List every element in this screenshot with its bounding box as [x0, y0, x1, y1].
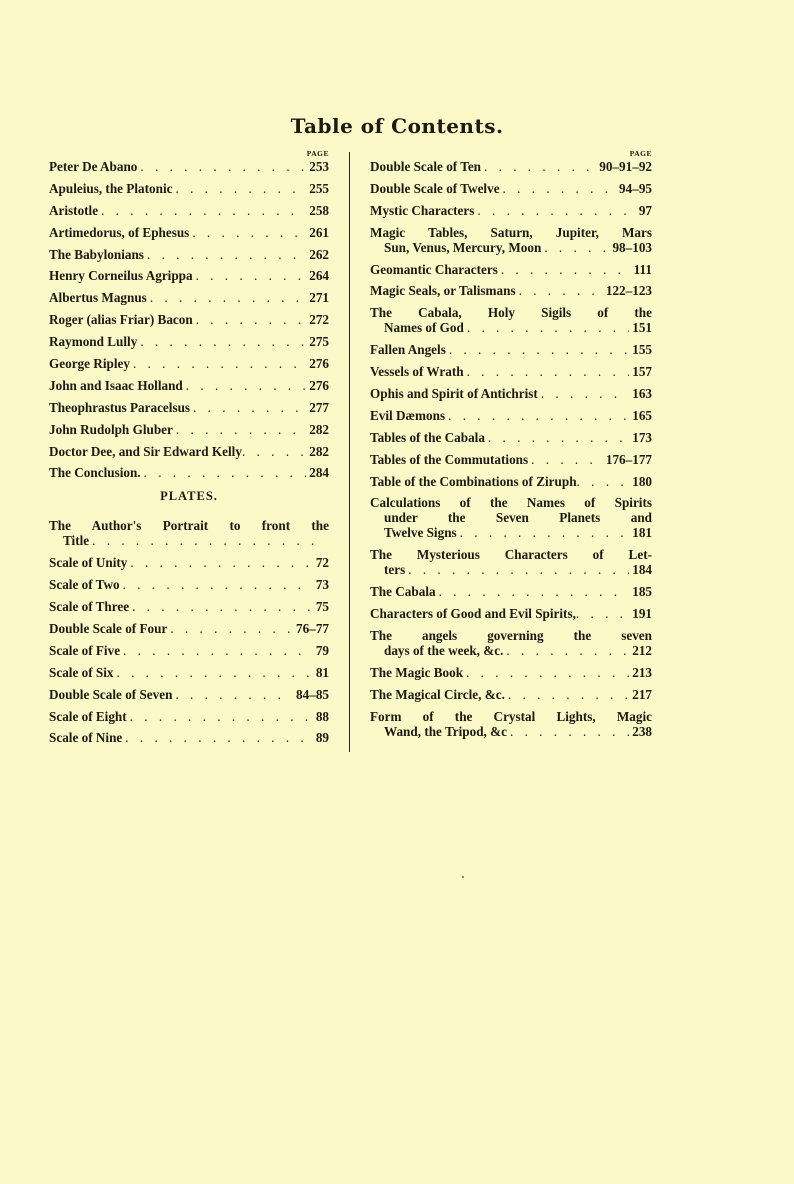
entry-page: 176–177	[605, 451, 652, 467]
toc-entry[interactable]	[370, 262, 652, 277]
toc-entry[interactable]	[49, 577, 329, 592]
plates-heading: PLATES.	[160, 489, 218, 504]
toc-entry[interactable]	[49, 709, 329, 724]
page-title: Table of Contents.	[290, 114, 504, 138]
entry-title: Scale of Nine	[49, 730, 123, 746]
entry-title: The Magic Book	[370, 664, 464, 680]
entry-title: Scale of Five	[49, 642, 121, 658]
entry-page: 84–85	[296, 686, 329, 702]
entry-page: 261	[309, 224, 329, 240]
entry-title: Double Scale of Twelve	[370, 180, 500, 196]
entry-page: 163	[632, 386, 652, 402]
entry-title-continuation: ters	[384, 562, 406, 578]
toc-entry[interactable]	[49, 665, 329, 680]
entry-page: 155	[632, 342, 652, 358]
toc-entry[interactable]	[370, 203, 652, 218]
entry-title: Scale of Two	[49, 577, 120, 593]
toc-entry[interactable]	[370, 584, 652, 599]
entry-page: 284	[309, 465, 329, 481]
toc-entry[interactable]	[370, 181, 652, 196]
entry-page: 89	[315, 730, 329, 746]
entry-title: Peter De Abano	[49, 159, 138, 174]
entry-page: 217	[632, 686, 652, 702]
toc-entry[interactable]	[49, 643, 329, 658]
entry-page: 81	[315, 664, 329, 680]
toc-entry[interactable]	[49, 247, 329, 262]
toc-entry[interactable]	[370, 495, 652, 540]
entry-title: Scale of Unity	[49, 555, 128, 571]
entry-page: 181	[632, 525, 652, 541]
entry-title: Scale of Eight	[49, 708, 127, 724]
entry-title-line: The Author's Portrait to front the	[49, 518, 329, 534]
entry-page: 272	[309, 312, 329, 328]
entry-page: 264	[309, 268, 329, 284]
page-speck	[462, 876, 464, 878]
entry-title: The Magical Circle, &c.	[370, 686, 505, 702]
entry-title: George Ripley	[49, 356, 130, 372]
entry-title: Roger (alias Friar) Bacon	[49, 312, 193, 328]
entry-page: 73	[315, 577, 329, 593]
entry-title: Tables of the Commutations	[370, 451, 529, 467]
entry-page: 212	[632, 643, 652, 659]
entry-page: 98–103	[612, 239, 652, 255]
entry-title: Doctor Dee, and Sir Edward Kelly	[49, 443, 242, 459]
entry-title: Theophrastus Paracelsus	[49, 399, 191, 415]
toc-entry[interactable]	[49, 312, 329, 327]
entry-title-continuation: Names of God	[384, 320, 464, 336]
entry-title: Albertus Magnus	[49, 290, 147, 306]
toc-entry[interactable]	[49, 400, 329, 415]
toc-entry[interactable]	[49, 181, 329, 196]
entry-page: 282	[309, 421, 329, 437]
page-column-label: PAGE	[306, 149, 329, 158]
toc-entry[interactable]	[370, 709, 652, 739]
entry-title: Evil Dæmons	[370, 407, 446, 423]
toc-entry[interactable]	[370, 665, 652, 680]
left-column	[49, 149, 329, 752]
toc-entry[interactable]	[49, 225, 329, 240]
toc-entry[interactable]	[370, 628, 652, 658]
toc-entry[interactable]	[370, 687, 652, 702]
toc-entry[interactable]	[49, 378, 329, 393]
entry-title: Artimedorus, of Ephesus	[49, 224, 190, 240]
entry-title-line: The Mysterious Characters of Let-	[370, 547, 652, 563]
toc-entry[interactable]	[49, 334, 329, 349]
entry-page: 262	[309, 246, 329, 262]
entry-title-line: The angels governing the seven	[370, 628, 652, 644]
entry-page: 271	[309, 290, 329, 306]
entry-page: 76–77	[296, 621, 329, 637]
toc-entry[interactable]	[49, 203, 329, 218]
entry-title: The Babylonians	[49, 246, 144, 262]
entry-page: 79	[315, 642, 329, 658]
entry-page: 94–95	[619, 180, 652, 196]
entry-title: Geomantic Characters	[370, 261, 498, 277]
entry-page: 72	[315, 555, 329, 571]
entry-page: 275	[309, 334, 329, 350]
toc-entry[interactable]	[49, 356, 329, 371]
entry-title: The Conclusion.	[49, 465, 141, 481]
entry-title: Vessels of Wrath	[370, 364, 464, 380]
entry-page: 238	[632, 723, 652, 739]
entry-page: 180	[632, 473, 652, 489]
toc-entry[interactable]	[49, 159, 329, 174]
entry-title: Apuleius, the Platonic	[49, 180, 173, 196]
entry-title-continuation: days of the week, &c.	[384, 643, 504, 659]
entry-title-line: Magic Tables, Saturn, Jupiter, Mars	[370, 224, 652, 240]
entry-title: Magic Seals, or Talismans	[370, 283, 516, 299]
entry-page: 184	[632, 562, 652, 578]
entry-page: 111	[633, 261, 652, 277]
toc-entry[interactable]	[49, 555, 329, 570]
entry-page: 276	[309, 377, 329, 393]
entry-title: Fallen Angels	[370, 342, 446, 358]
entry-title-line: Calculations of the Names of Spirits	[370, 495, 652, 511]
toc-entry[interactable]	[370, 364, 652, 379]
entry-title-line: under the Seven Planets and	[384, 510, 652, 526]
toc-entry[interactable]	[49, 621, 329, 636]
entry-page: 151	[632, 320, 652, 336]
entry-page: 185	[632, 584, 652, 600]
toc-entry[interactable]	[370, 408, 652, 423]
toc-entry[interactable]	[49, 444, 329, 459]
toc-entry[interactable]	[370, 606, 652, 621]
entry-page: 165	[632, 407, 652, 423]
entry-title-line: The Cabala, Holy Sigils of the	[370, 305, 652, 321]
entry-title: Mystic Characters	[370, 202, 475, 218]
toc-entry[interactable]	[370, 430, 652, 445]
entry-page: 276	[309, 356, 329, 372]
toc-entry[interactable]	[49, 599, 329, 614]
entry-page: 191	[632, 606, 652, 622]
toc-entry[interactable]	[370, 547, 652, 577]
entry-title-line: Form of the Crystal Lights, Magic	[370, 708, 652, 724]
entry-page: 277	[309, 399, 329, 415]
entry-page: 253	[309, 159, 329, 174]
entry-page: 122–123	[605, 283, 652, 299]
entry-title: Double Scale of Four	[49, 621, 168, 637]
entry-title-continuation: Title	[63, 533, 90, 549]
toc-entry[interactable]	[49, 268, 329, 283]
entry-title: Table of the Combinations of Ziruph	[370, 473, 577, 489]
toc-entry[interactable]	[370, 283, 652, 298]
toc-entry[interactable]	[49, 687, 329, 702]
entry-title: Aristotle	[49, 202, 99, 218]
toc-entry[interactable]	[370, 159, 652, 174]
entry-title: John Rudolph Gluber	[49, 421, 173, 437]
entry-title: John and Isaac Holland	[49, 377, 183, 393]
toc-entry[interactable]	[370, 342, 652, 357]
entry-title: Tables of the Cabala	[370, 429, 485, 445]
toc-entry[interactable]	[49, 422, 329, 437]
column-divider	[349, 152, 350, 752]
toc-entry[interactable]	[49, 730, 329, 745]
entry-title: The Cabala	[370, 584, 436, 600]
entry-page: 88	[315, 708, 329, 724]
toc-entry[interactable]	[370, 474, 652, 489]
entry-page: 282	[309, 443, 329, 459]
entry-page: 258	[309, 202, 329, 218]
entry-title-continuation: Sun, Venus, Mercury, Moon	[384, 239, 542, 255]
entry-page: 213	[632, 664, 652, 680]
entry-title: Double Scale of Ten	[370, 159, 482, 174]
entry-page: 97	[638, 202, 652, 218]
toc-entry[interactable]	[370, 386, 652, 401]
entry-title-continuation: Wand, the Tripod, &c	[384, 723, 507, 739]
toc-entry[interactable]	[370, 452, 652, 467]
toc-entry[interactable]	[49, 290, 329, 305]
entry-title: Double Scale of Seven	[49, 686, 173, 702]
entry-page: 75	[315, 599, 329, 615]
entry-title: Scale of Six	[49, 664, 114, 680]
toc-entry[interactable]	[49, 465, 329, 480]
entry-page: 173	[632, 429, 652, 445]
toc-entry[interactable]	[370, 305, 652, 335]
entry-title: Henry Corneilus Agrippa	[49, 268, 193, 284]
entry-title: Raymond Lully	[49, 334, 138, 350]
right-column	[370, 149, 652, 746]
entry-page: 90–91–92	[599, 159, 652, 174]
entry-title-continuation: Twelve Signs	[384, 525, 457, 541]
entry-title: Scale of Three	[49, 599, 130, 615]
entry-page: 255	[309, 180, 329, 196]
entry-title: Characters of Good and Evil Spirits,	[370, 606, 576, 622]
toc-entry[interactable]	[370, 225, 652, 255]
toc-entry[interactable]	[49, 518, 329, 548]
page-column-label: PAGE	[629, 149, 652, 158]
entry-page: 157	[632, 364, 652, 380]
entry-title: Ophis and Spirit of Antichrist	[370, 386, 538, 402]
